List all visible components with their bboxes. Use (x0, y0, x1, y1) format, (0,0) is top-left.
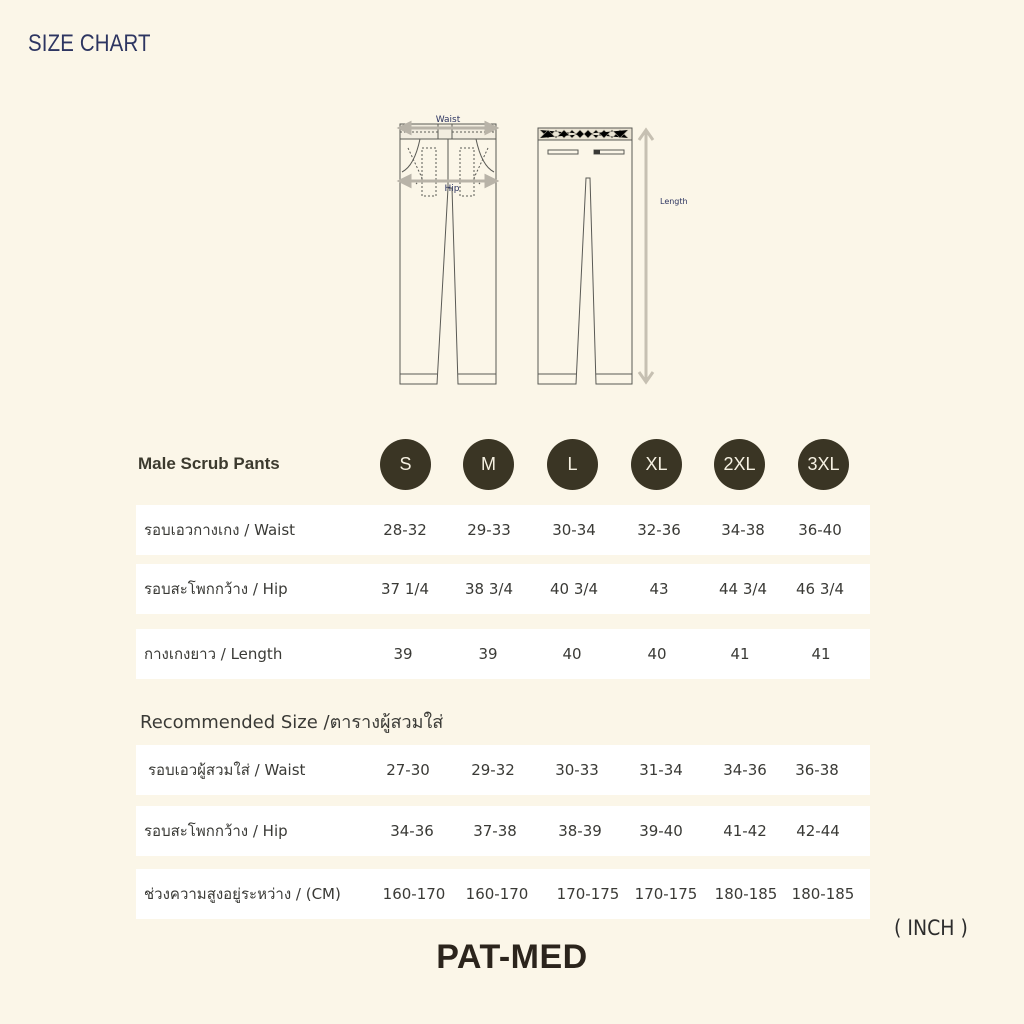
table-cell: 39 (478, 645, 498, 663)
hip-label: Hip (444, 184, 460, 194)
table-cell: 44 3/4 (719, 580, 767, 598)
table-cell: 28-32 (383, 521, 427, 539)
table-row (136, 564, 870, 614)
table-cell: 29-33 (467, 521, 511, 539)
table-cell: 160-170 (465, 885, 529, 903)
table-cell: 180-185 (791, 885, 855, 903)
size-badge: 3XL (798, 439, 849, 490)
size-badge: XL (631, 439, 682, 490)
table-cell: 41 (730, 645, 750, 663)
table-cell: 42-44 (796, 822, 840, 840)
recommended-title: Recommended Size /ตารางผู้สวมใส่ (140, 712, 444, 733)
table-cell: 40 3/4 (550, 580, 598, 598)
table-cell: 38 3/4 (465, 580, 513, 598)
table-cell: 40 (647, 645, 667, 663)
table-cell: 27-30 (386, 761, 430, 779)
row-label: รอบเอวกางเกง / Waist (144, 521, 296, 539)
table-cell: 180-185 (714, 885, 778, 903)
table-cell: 34-36 (390, 822, 434, 840)
table-cell: 37-38 (473, 822, 517, 840)
row-label: ช่วงความสูงอยู่ระหว่าง / (CM) (144, 885, 341, 903)
table-row (136, 505, 870, 555)
pants-diagram (380, 108, 700, 398)
table-cell: 34-38 (721, 521, 765, 539)
size-badge: L (547, 439, 598, 490)
size-badge: S (380, 439, 431, 490)
table-cell: 30-33 (555, 761, 599, 779)
table-cell: 40 (562, 645, 582, 663)
table-cell: 38-39 (558, 822, 602, 840)
row-label: กางเกงยาว / Length (144, 645, 283, 663)
table-cell: 32-36 (637, 521, 681, 539)
table-cell: 160-170 (382, 885, 446, 903)
size-badges (0, 439, 1024, 491)
table-cell: 31-34 (639, 761, 683, 779)
row-label: รอบเอวผู้สวมใส่ / Waist (148, 761, 306, 779)
table-row (136, 806, 870, 856)
unit-note: ( INCH ) (894, 916, 968, 940)
table-cell: 41-42 (723, 822, 767, 840)
size-badge: M (463, 439, 514, 490)
table-cell: 36-40 (798, 521, 842, 539)
table-cell: 29-32 (471, 761, 515, 779)
table-cell: 39 (393, 645, 413, 663)
table-cell: 36-38 (795, 761, 839, 779)
table-cell: 30-34 (552, 521, 596, 539)
table-cell: 43 (649, 580, 669, 598)
size-chart-title: Male Scrub Pants (138, 454, 280, 473)
brand-logo: PAT-MED (436, 938, 588, 976)
table-row (136, 629, 870, 679)
size-badge: 2XL (714, 439, 765, 490)
table-cell: 39-40 (639, 822, 683, 840)
table-cell: 37 1/4 (381, 580, 429, 598)
table-cell: 41 (811, 645, 831, 663)
table-cell: 46 3/4 (796, 580, 844, 598)
row-label: รอบสะโพกกว้าง / Hip (144, 822, 288, 840)
table-cell: 170-175 (634, 885, 698, 903)
waist-label: Waist (435, 115, 461, 125)
table-row (136, 745, 870, 795)
table-cell: 170-175 (556, 885, 620, 903)
table-row (136, 869, 870, 919)
length-label: Length (660, 197, 688, 206)
table-cell: 34-36 (723, 761, 767, 779)
page-title: SIZE CHART (28, 30, 151, 57)
row-label: รอบสะโพกกว้าง / Hip (144, 580, 288, 598)
